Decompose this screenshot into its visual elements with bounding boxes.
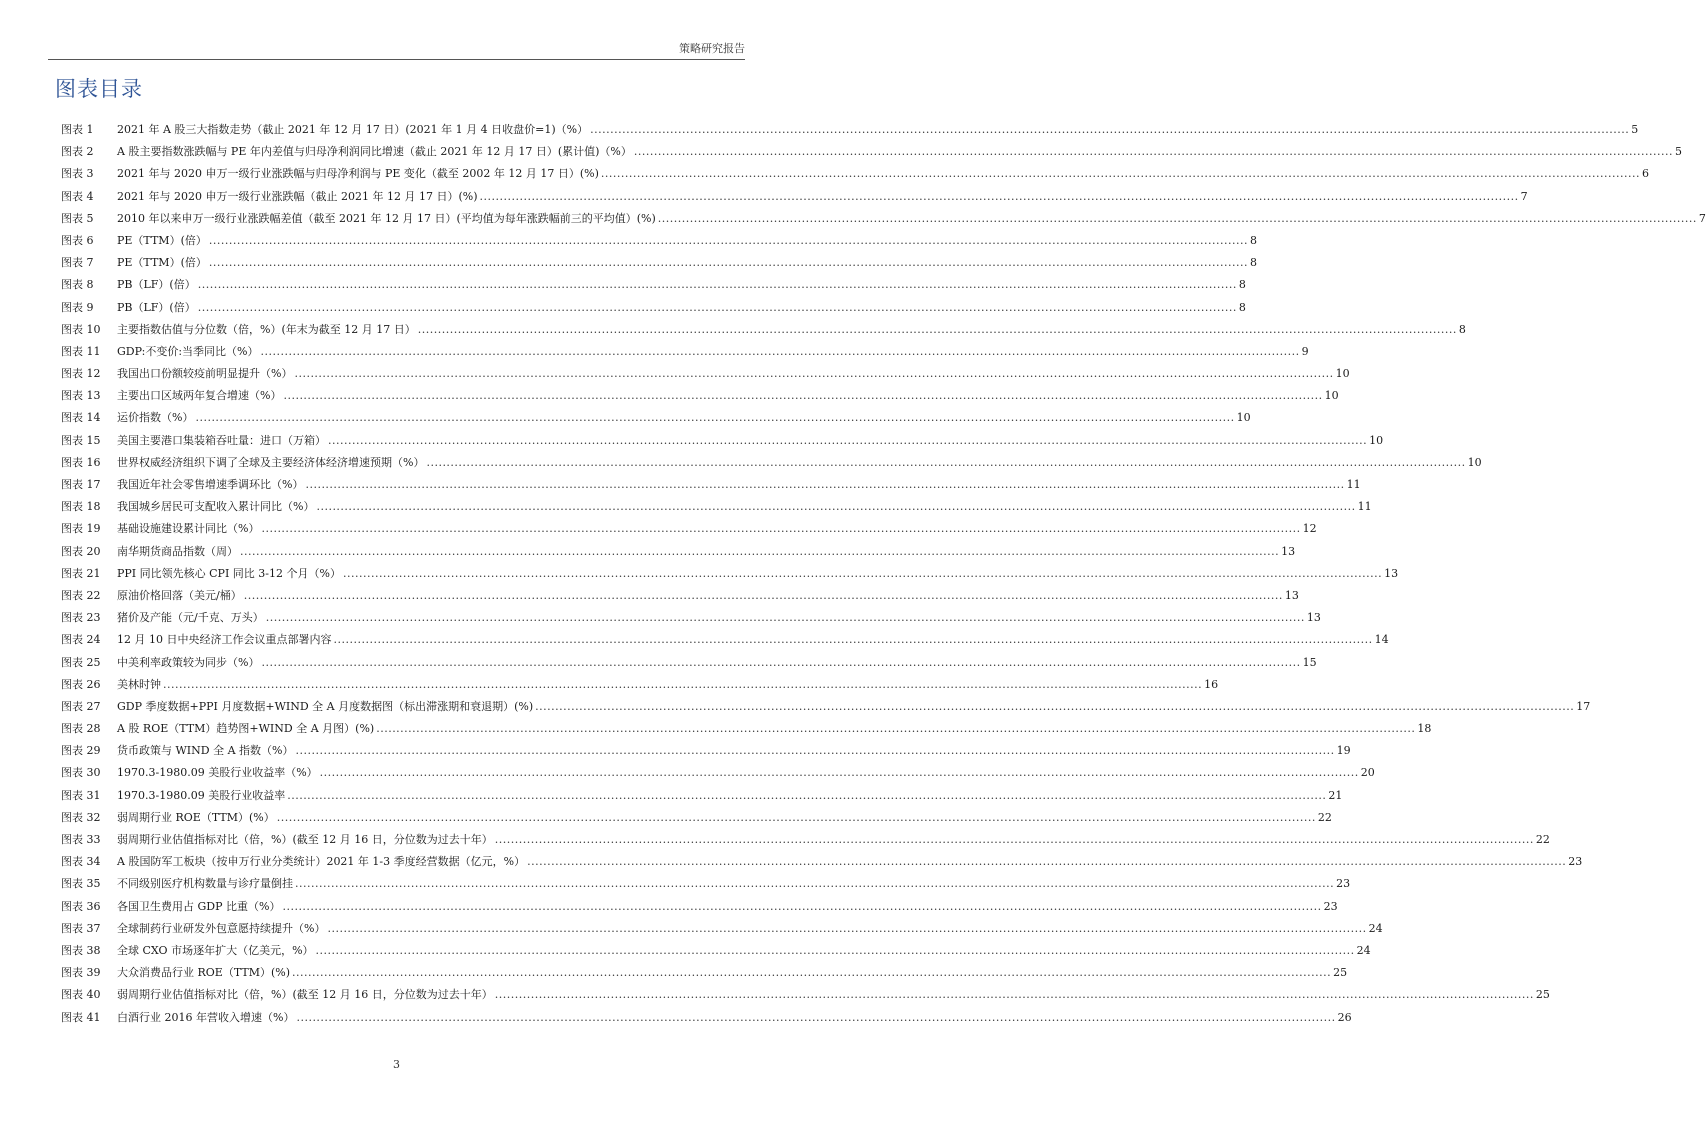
toc-entry[interactable]	[61, 119, 1639, 141]
toc-dot-leader	[277, 807, 1316, 829]
toc-entry-page: 18	[1417, 722, 1432, 736]
toc-dot-leader	[527, 851, 1566, 873]
toc-entry-title: 货币政策与 WIND 全 A 指数（%）	[117, 744, 294, 758]
toc-entry[interactable]	[61, 341, 1309, 363]
toc-entry-title: 2010 年以来申万一级行业涨跌幅差值（截至 2021 年 12 月 17 日）(平均值为每年涨跌幅前三的平均值）(%)	[117, 211, 656, 225]
toc-entry[interactable]	[61, 629, 1389, 651]
toc-entry-page: 10	[1324, 389, 1339, 403]
toc-entry[interactable]	[61, 274, 1246, 296]
toc-dot-leader	[296, 1007, 1335, 1029]
toc-entry-label: 图表 3	[61, 167, 94, 181]
toc-entry[interactable]	[61, 873, 1351, 895]
toc-entry-page: 25	[1333, 966, 1348, 980]
toc-entry-page: 11	[1346, 478, 1361, 491]
page-number: 3	[393, 1058, 400, 1071]
toc-entry-title: 白酒行业 2016 年营收入增速（%）	[117, 1010, 295, 1024]
toc-entry[interactable]	[61, 141, 1682, 163]
toc-entry-title: 2021 年 A 股三大指数走势（截止 2021 年 12 月 17 日）(2021 年 1 月 4 日收盘价=1)（%）	[117, 123, 589, 136]
toc-entry-label: 图表 15	[61, 433, 101, 447]
toc-entry-page: 10	[1467, 455, 1482, 469]
toc-entry[interactable]	[61, 984, 1550, 1006]
toc-entry-title: PPI 同比领先核心 CPI 同比 3-12 个月（%）	[117, 566, 341, 580]
toc-entry-label: 图表 4	[61, 189, 94, 203]
toc-entry-label: 图表 18	[61, 500, 101, 514]
toc-dot-leader	[328, 430, 1367, 452]
toc-entry-title: 2021 年与 2020 申万一级行业涨跌幅（截止 2021 年 12 月 17 日）(%)	[117, 189, 478, 203]
toc-dot-leader	[634, 141, 1673, 163]
toc-entry-label: 图表 41	[61, 1010, 101, 1024]
toc-dot-leader	[495, 829, 1534, 851]
toc-dot-leader	[333, 629, 1372, 651]
toc-entry-page: 22	[1317, 810, 1332, 824]
toc-dot-leader	[601, 163, 1640, 185]
toc-entry[interactable]	[61, 807, 1332, 829]
toc-dot-leader	[295, 873, 1334, 895]
toc-entry-title: 全球制药行业研发外包意愿持续提升（%）	[117, 921, 326, 935]
toc-entry-title: 世界权威经济组织下调了全球及主要经济体经济增速预期（%）	[117, 455, 425, 469]
header-divider	[48, 59, 745, 60]
toc-entry[interactable]	[61, 407, 1251, 429]
toc-dot-leader	[195, 407, 1234, 429]
toc-entry-page: 13	[1284, 588, 1299, 602]
toc-entry-title: 南华期货商品指数（周）	[117, 544, 238, 558]
toc-entry-label: 图表 17	[61, 478, 101, 491]
toc-entry[interactable]	[61, 1007, 1352, 1029]
toc-entry-page: 25	[1535, 988, 1550, 1002]
toc-entry-label: 图表 23	[61, 611, 101, 625]
toc-entry[interactable]	[61, 518, 1317, 540]
toc-entry-label: 图表 36	[61, 899, 101, 913]
toc-entry-label: 图表 20	[61, 544, 101, 558]
toc-entry-label: 图表 26	[61, 677, 101, 691]
toc-dot-leader	[295, 740, 1334, 762]
toc-entry-label: 图表 2	[61, 145, 94, 159]
toc-dot-leader	[240, 541, 1279, 563]
toc-entry-title: 美国主要港口集装箱吞吐量：进口（万箱）	[117, 433, 326, 447]
toc-entry-label: 图表 9	[61, 300, 94, 314]
toc-entry[interactable]	[61, 208, 1706, 230]
toc-entry-title: 猪价及产能（元/千克、万头）	[117, 611, 264, 625]
toc-entry-title: 弱周期行业 ROE（TTM）(%）	[117, 810, 275, 824]
toc-entry[interactable]	[61, 740, 1351, 762]
toc-dot-leader	[261, 652, 1300, 674]
toc-entry[interactable]	[61, 563, 1399, 585]
toc-dot-leader	[376, 718, 1415, 740]
toc-entry-label: 图表 6	[61, 233, 94, 247]
toc-entry-label: 图表 25	[61, 655, 101, 669]
toc-dot-leader	[320, 762, 1359, 784]
toc-entry-title: 美林时钟	[117, 677, 161, 691]
toc-entry-page: 8	[1238, 278, 1246, 292]
toc-dot-leader	[198, 274, 1237, 296]
toc-entry-title: 大众消费品行业 ROE（TTM）(%)	[117, 966, 291, 980]
toc-entry-title: 12 月 10 日中央经济工作会议重点部署内容	[117, 633, 332, 647]
toc-entry-title: GDP 季度数据+PPI 月度数据+WIND 全 A 月度数据图（标出滞涨期和衰退期）(%)	[117, 699, 534, 713]
toc-entry-label: 图表 12	[61, 367, 101, 381]
toc-entry-page: 17	[1576, 699, 1591, 713]
toc-entry-page: 15	[1302, 655, 1317, 669]
toc-entry-label: 图表 10	[61, 322, 101, 336]
toc-entry-label: 图表 35	[61, 877, 101, 891]
toc-entry-page: 10	[1236, 411, 1251, 425]
toc-entry-page: 13	[1384, 566, 1399, 580]
toc-entry-title: PE（TTM）(倍）	[117, 256, 207, 270]
toc-entry[interactable]	[61, 829, 1550, 851]
toc-list	[61, 119, 1706, 1029]
toc-entry-page: 24	[1356, 943, 1371, 957]
toc-dot-leader	[260, 341, 1299, 363]
toc-entry-label: 图表 19	[61, 522, 101, 536]
toc-entry-title: 不同级别医疗机构数量与诊疗量倒挂	[117, 877, 293, 891]
toc-entry-label: 图表 21	[61, 566, 101, 580]
toc-entry-label: 图表 16	[61, 455, 101, 469]
toc-entry-label: 图表 8	[61, 278, 94, 292]
toc-entry-page: 8	[1250, 233, 1257, 247]
toc-entry-page: 19	[1336, 744, 1351, 758]
toc-entry-page: 8	[1458, 322, 1466, 336]
toc-entry-title: A 股 ROE（TTM）趋势图+WIND 全 A 月图）(%)	[117, 722, 375, 736]
toc-entry-label: 图表 40	[61, 988, 101, 1002]
report-type-header: 策略研究报告	[679, 42, 745, 55]
toc-dot-leader	[316, 496, 1355, 518]
toc-entry[interactable]	[61, 186, 1528, 208]
toc-entry[interactable]	[61, 430, 1384, 452]
toc-entry-page: 24	[1368, 921, 1383, 935]
toc-dot-leader	[282, 896, 1321, 918]
toc-entry-label: 图表 14	[61, 411, 101, 425]
toc-entry-title: 基础设施建设累计同比（%）	[117, 522, 260, 536]
toc-entry-page: 13	[1281, 544, 1296, 558]
toc-entry-title: PB（LF）(倍）	[117, 300, 196, 314]
toc-entry-label: 图表 31	[61, 788, 101, 802]
toc-entry[interactable]	[61, 252, 1257, 274]
toc-entry-label: 图表 38	[61, 943, 101, 957]
toc-entry[interactable]	[61, 785, 1343, 807]
toc-dot-leader	[316, 940, 1355, 962]
toc-entry-page: 7	[1520, 189, 1528, 203]
toc-entry-page: 10	[1369, 433, 1384, 447]
toc-entry-page: 7	[1698, 211, 1706, 225]
toc-entry-label: 图表 22	[61, 588, 101, 602]
toc-entry-page: 8	[1238, 300, 1246, 314]
toc-entry-title: PE（TTM）(倍）	[117, 233, 207, 247]
toc-entry[interactable]	[61, 297, 1246, 319]
toc-entry-title: 主要出口区域两年复合增速（%）	[117, 389, 282, 403]
toc-entry-label: 图表 27	[61, 699, 101, 713]
toc-entry-label: 图表 37	[61, 921, 101, 935]
toc-entry[interactable]	[61, 674, 1219, 696]
toc-entry-title: 主要指数估值与分位数（倍，%）(年末为截至 12 月 17 日）	[117, 322, 416, 336]
toc-entry-title: 全球 CXO 市场逐年扩大（亿美元，%）	[117, 943, 314, 957]
toc-entry-page: 14	[1374, 633, 1389, 647]
toc-entry-label: 图表 39	[61, 966, 101, 980]
toc-entry-title: 我国出口份额较疫前明显提升（%）	[117, 367, 293, 381]
toc-entry-page: 9	[1301, 344, 1309, 358]
toc-entry-title: 弱周期行业估值指标对比（倍，%）(截至 12 月 16 日，分位数为过去十年）	[117, 988, 493, 1002]
toc-entry[interactable]	[61, 718, 1432, 740]
toc-entry-label: 图表 33	[61, 833, 101, 846]
toc-entry-title: GDP:不变价:当季同比（%）	[117, 344, 259, 358]
toc-entry[interactable]	[61, 585, 1299, 607]
toc-entry[interactable]	[61, 474, 1361, 496]
toc-entry-page: 26	[1337, 1010, 1352, 1024]
toc-dot-leader	[209, 230, 1248, 252]
toc-entry-label: 图表 29	[61, 744, 101, 758]
toc-entry[interactable]	[61, 230, 1257, 252]
toc-entry-label: 图表 30	[61, 766, 101, 780]
toc-entry-page: 13	[1306, 611, 1321, 625]
toc-entry[interactable]	[61, 696, 1591, 718]
toc-entry-title: 我国城乡居民可支配收入累计同比（%）	[117, 500, 315, 514]
toc-dot-leader	[426, 452, 1465, 474]
toc-entry[interactable]	[61, 363, 1350, 385]
toc-dot-leader	[479, 186, 1518, 208]
toc-entry-page: 8	[1250, 256, 1257, 270]
toc-entry[interactable]	[61, 385, 1339, 407]
toc-entry-page: 23	[1568, 855, 1583, 869]
toc-entry-page: 10	[1335, 367, 1350, 381]
toc-entry-page: 5	[1675, 145, 1682, 159]
toc-entry-label: 图表 24	[61, 633, 101, 647]
toc-dot-leader	[495, 984, 1534, 1006]
toc-entry[interactable]	[61, 163, 1650, 185]
toc-dot-leader	[261, 518, 1300, 540]
toc-entry-title: 原油价格回落（美元/桶）	[117, 588, 242, 602]
toc-entry-title: 弱周期行业估值指标对比（倍，%）(截至 12 月 16 日，分位数为过去十年）	[117, 833, 493, 846]
toc-entry-page: 23	[1323, 899, 1338, 913]
toc-entry[interactable]	[61, 607, 1321, 629]
toc-dot-leader	[287, 785, 1326, 807]
toc-entry[interactable]	[61, 962, 1348, 984]
toc-entry-page: 22	[1535, 833, 1550, 846]
toc-entry[interactable]	[61, 319, 1466, 341]
toc-dot-leader	[244, 585, 1283, 607]
toc-dot-leader	[266, 607, 1305, 629]
toc-entry-title: A 股国防军工板块（按申万行业分类统计）2021 年 1-3 季度经营数据（亿元，%）	[117, 855, 526, 869]
toc-entry-page: 16	[1204, 677, 1219, 691]
toc-entry[interactable]	[61, 541, 1296, 563]
toc-entry-title: 我国近年社会零售增速季调环比（%）	[117, 478, 304, 491]
toc-entry[interactable]	[61, 652, 1317, 674]
toc-entry[interactable]	[61, 896, 1338, 918]
toc-entry-title: 2021 年与 2020 申万一级行业涨跌幅与归母净利润与 PE 变化（截至 2002 年 12 月 17 日）(%)	[117, 167, 599, 181]
toc-entry-title: 1970.3-1980.09 美股行业收益率（%）	[117, 766, 318, 780]
toc-entry-title: A 股主要指数涨跌幅与 PE 年内差值与归母净利润同比增速（截止 2021 年 12 月 17 日）(累计值)（%）	[117, 145, 632, 159]
toc-dot-leader	[283, 385, 1322, 407]
toc-dot-leader	[292, 962, 1331, 984]
toc-dot-leader	[658, 208, 1697, 230]
toc-entry-page: 5	[1631, 123, 1639, 136]
toc-entry[interactable]	[61, 940, 1371, 962]
toc-dot-leader	[590, 119, 1629, 141]
toc-entry[interactable]	[61, 496, 1372, 518]
toc-entry-label: 图表 11	[61, 344, 101, 358]
toc-dot-leader	[198, 297, 1237, 319]
toc-entry-title: 各国卫生费用占 GDP 比重（%）	[117, 899, 281, 913]
toc-entry-page: 6	[1642, 167, 1650, 181]
toc-entry-page: 11	[1357, 500, 1372, 514]
toc-dot-leader	[327, 918, 1366, 940]
toc-dot-leader	[209, 252, 1248, 274]
toc-dot-leader	[343, 563, 1382, 585]
toc-entry-page: 23	[1336, 877, 1351, 891]
toc-entry-title: 中美利率政策较为同步（%）	[117, 655, 260, 669]
toc-dot-leader	[163, 674, 1202, 696]
toc-dot-leader	[294, 363, 1333, 385]
toc-entry-title: 运价指数（%）	[117, 411, 194, 425]
toc-entry-page: 12	[1302, 522, 1317, 536]
toc-entry[interactable]	[61, 851, 1583, 873]
toc-entry-label: 图表 1	[61, 123, 94, 136]
toc-entry-label: 图表 34	[61, 855, 101, 869]
toc-entry-title: 1970.3-1980.09 美股行业收益率	[117, 788, 286, 802]
toc-entry-label: 图表 5	[61, 211, 94, 225]
toc-dot-leader	[305, 474, 1344, 496]
toc-entry[interactable]	[61, 762, 1375, 784]
toc-entry[interactable]	[61, 452, 1482, 474]
toc-entry-page: 21	[1328, 788, 1343, 802]
toc-entry-page: 20	[1360, 766, 1375, 780]
toc-entry-label: 图表 13	[61, 389, 101, 403]
toc-entry-label: 图表 28	[61, 722, 101, 736]
toc-entry[interactable]	[61, 918, 1383, 940]
toc-entry-title: PB（LF）(倍）	[117, 278, 196, 292]
toc-dot-leader	[535, 696, 1574, 718]
toc-title: 图表目录	[55, 77, 143, 101]
toc-entry-label: 图表 7	[61, 256, 94, 270]
toc-entry-label: 图表 32	[61, 810, 101, 824]
toc-dot-leader	[418, 319, 1457, 341]
